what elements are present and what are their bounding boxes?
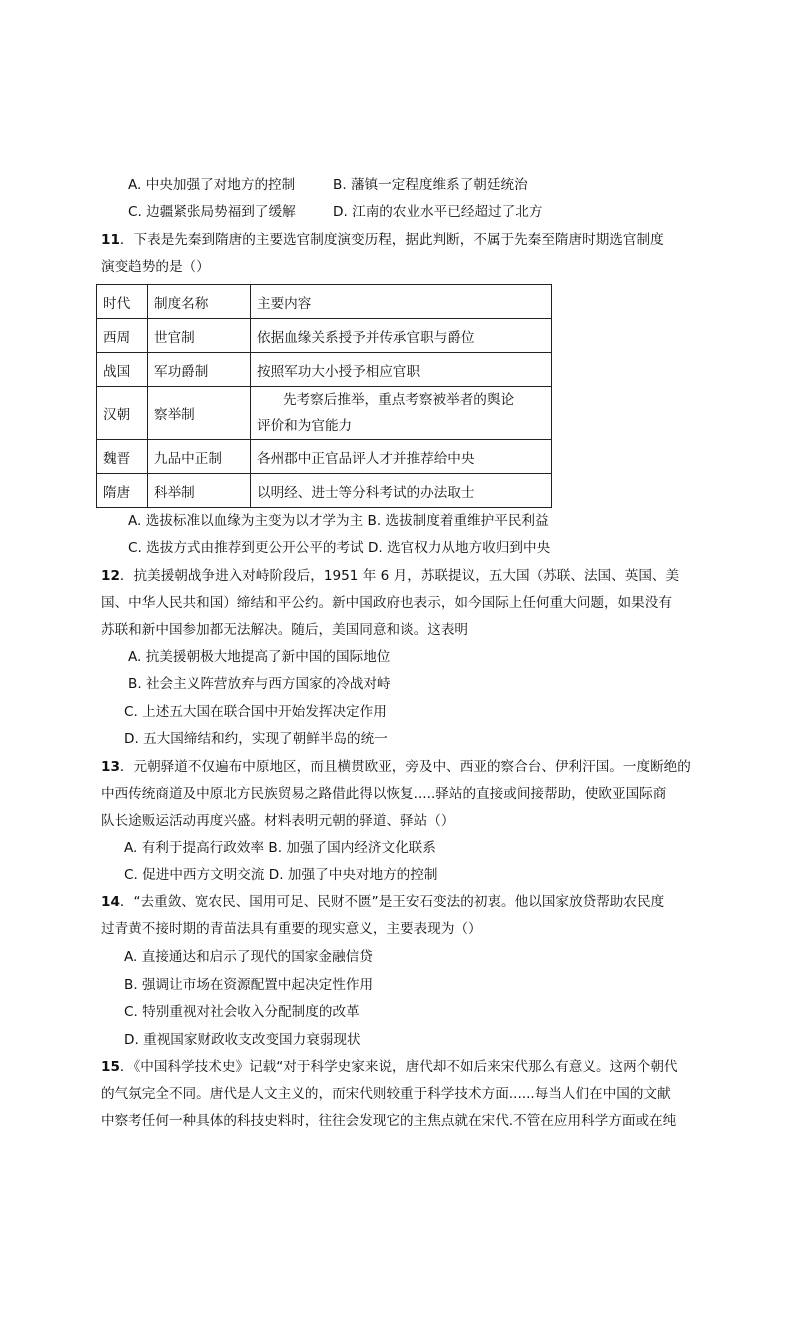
- table-cell: 各州郡中正官品评人才并推荐给中央: [251, 440, 552, 474]
- q15-stem-text: ．《中国科学技术史》记载“对于科学史家来说，唐代却不如后来宋代那么有意义。这两个朝代: [119, 1059, 678, 1075]
- table-cell: 西周: [97, 319, 148, 353]
- q11-options-cd: C. 选拔方式由推荐到更公开公平的考试 D. 选官权力从地方收归到中央: [128, 540, 551, 556]
- table-row: [97, 387, 552, 440]
- table-cell-text: 先考察后推举，重点考察被举者的舆论: [283, 392, 515, 408]
- q12-option-d: D. 五大国缔结和约，实现了朝鲜半岛的统一: [124, 731, 388, 747]
- table-header-cell: 制度名称: [148, 285, 251, 319]
- table-cell: 隋唐: [97, 474, 148, 508]
- table-cell-line: 评价和为官能力: [257, 418, 353, 434]
- q12-stem-text: ．抗美援朝战争进入对峙阶段后，1951 年 6 月，苏联提议，五大国（苏联、法国、英国、美: [119, 568, 680, 584]
- q12-stem-line2: 国、中华人民共和国）缔结和平公约。新中国政府也表示，如今国际上任何重大问题，如果没有: [101, 595, 672, 611]
- q11-stem-text: ．下表是先秦到隋唐的主要选官制度演变历程，据此判断，不属于先秦至隋唐时期选官制度: [119, 232, 664, 248]
- q13-stem-text: ．元朝驿道不仅遍布中原地区，而且横贯欧亚，旁及中、西亚的察合台、伊利汗国。一度断绝的: [119, 759, 691, 775]
- q13-stem-line3: 队长途贩运活动再度兴盛。材料表明元朝的驿道、驿站（）: [101, 813, 455, 829]
- q12-number: 12: [101, 568, 120, 584]
- table-cell: 九品中正制: [148, 440, 251, 474]
- table-cell: 依据血缘关系授予并传承官职与爵位: [251, 319, 552, 353]
- table-cell: 科举制: [148, 474, 251, 508]
- q12-stem-line3: 苏联和新中国参加都无法解决。随后，美国同意和谈。这表明: [101, 622, 469, 638]
- q14-option-a: A. 直接通达和启示了现代的国家金融信贷: [124, 949, 373, 965]
- table-cell-line: [257, 387, 545, 413]
- table-cell: 战国: [97, 353, 148, 387]
- table-cell: 按照军功大小授予相应官职: [251, 353, 552, 387]
- q10-option-c: C. 边疆紧张局势福到了缓解: [128, 204, 296, 220]
- q14-stem-text: ．“去重敛、宽农民、国用可足、民财不匮”是王安石变法的初衷。他以国家放贷帮助农民度: [119, 894, 665, 910]
- q11-options-ab: A. 选拔标准以血缘为主变为以才学为主 B. 选拔制度着重维护平民利益: [128, 513, 549, 529]
- table-cell: 世官制: [148, 319, 251, 353]
- q14-stem-line2: 过青黄不接时期的青苗法具有重要的现实意义，主要表现为（）: [101, 921, 482, 937]
- table-row: [97, 474, 552, 508]
- q15-stem-line3: 中察考任何一种具体的科技史料时，往往会发现它的主焦点就在宋代.不管在应用科学方面或在纯: [101, 1113, 677, 1129]
- table-cell: 以明经、进士等分科考试的办法取士: [251, 474, 552, 508]
- table-header-row: [97, 285, 552, 319]
- q14-option-c: C. 特别重视对社会收入分配制度的改革: [124, 1004, 360, 1020]
- q14-number: 14: [101, 894, 120, 910]
- table-cell: 魏晋: [97, 440, 148, 474]
- q11-number: 11: [101, 232, 120, 248]
- q13-options-ab: A. 有利于提高行政效率 B. 加强了国内经济文化联系: [124, 840, 436, 856]
- q13-stem-line2: 中西传统商道及中原北方民族贸易之路借此得以恢复.....驿站的直接或间接帮助，使欧亚国际商: [101, 786, 667, 802]
- q12-option-c: C. 上述五大国在联合国中开始发挥决定作用: [124, 704, 387, 720]
- table-row: [97, 440, 552, 474]
- table-row: [97, 353, 552, 387]
- q10-option-b: B. 藩镇一定程度维系了朝廷统治: [333, 177, 528, 193]
- q13-stem-line1: [101, 758, 691, 776]
- q10-option-a: A. 中央加强了对地方的控制: [128, 177, 296, 193]
- q15-number: 15: [101, 1059, 120, 1075]
- q13-number: 13: [101, 759, 120, 775]
- q14-option-b: B. 强调让市场在资源配置中起决定性作用: [124, 977, 374, 993]
- q12-option-a: A. 抗美援朝极大地提高了新中国的国际地位: [128, 649, 391, 665]
- q11-stem-line2: 演变趋势的是（）: [101, 259, 210, 275]
- table-header-cell: 时代: [97, 285, 148, 319]
- q12-option-b: B. 社会主义阵营放弃与西方国家的冷战对峙: [128, 676, 391, 692]
- table-cell: [251, 387, 552, 440]
- table-cell: 汉朝: [97, 387, 148, 440]
- q11-stem-line1: [101, 231, 664, 249]
- q12-stem-line1: [101, 567, 679, 585]
- q14-option-d: D. 重视国家财政收支改变国力衰弱现状: [124, 1032, 361, 1048]
- table-cell: 察举制: [148, 387, 251, 440]
- table-row: [97, 319, 552, 353]
- table-header-cell: 主要内容: [251, 285, 552, 319]
- selection-system-table: [96, 284, 552, 508]
- q15-stem-line2: 的气氛完全不同。唐代是人文主义的，而宋代则较重于科学技术方面......每当人们在中国的文献: [101, 1086, 671, 1102]
- table-cell: 军功爵制: [148, 353, 251, 387]
- q15-stem-line1: [101, 1058, 678, 1076]
- q14-stem-line1: [101, 893, 664, 911]
- q13-options-cd: C. 促进中西方文明交流 D. 加强了中央对地方的控制: [124, 867, 438, 883]
- q10-option-d: D. 江南的农业水平已经超过了北方: [333, 204, 543, 220]
